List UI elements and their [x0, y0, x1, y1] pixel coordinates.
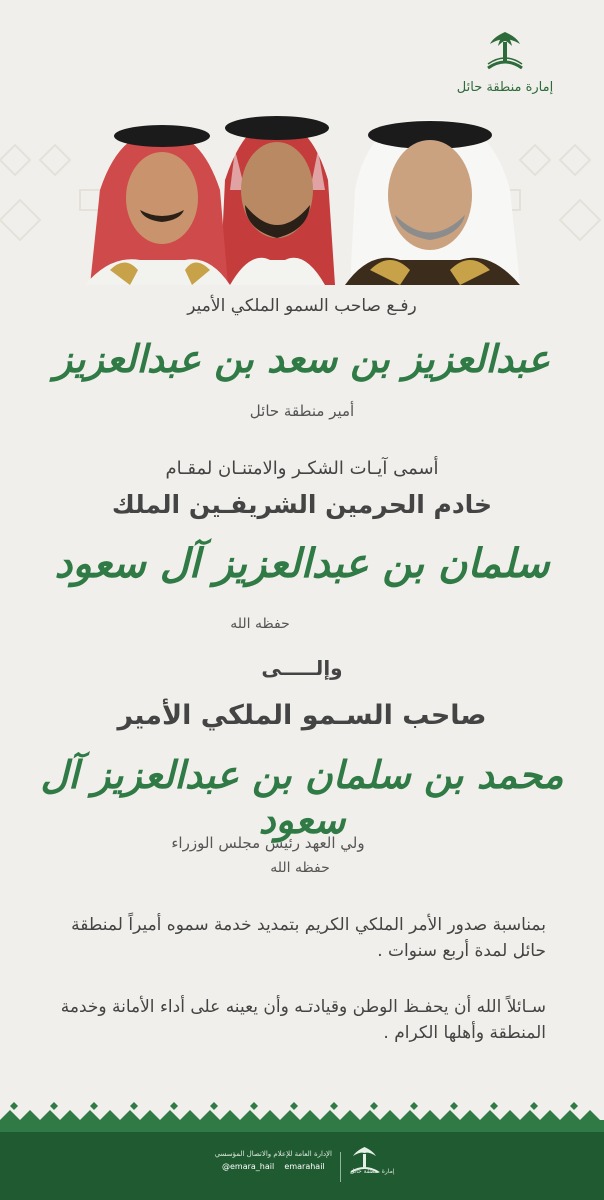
crown-prince-title: ولي العهد رئيس مجلس الوزراء	[171, 834, 365, 852]
x-handle[interactable]: @emara_hail	[222, 1162, 275, 1171]
crown-prince-blessing: حفظه الله	[270, 860, 330, 876]
department-name: الإدارة العامة للإعلام والاتصال المؤسسي	[214, 1150, 332, 1158]
footer-divider	[340, 1152, 341, 1182]
thanks-line: أسمى آيـات الشكـر والامتنـان لمقـام	[165, 458, 439, 479]
crown-prince-name-calligraphy: محمد بن سلمان بن عبدالعزيز آل سعود	[40, 752, 564, 842]
footer-emblem-icon	[345, 1144, 385, 1188]
emirate-logo	[450, 28, 560, 95]
prayer-paragraph: سـائلاً الله أن يحفـظ الوطن وقيادتـه وأن يعينه على أداء الأمانة وخدمة المنطقة وأهلها الكرام .	[60, 997, 546, 1044]
leaders-portraits	[70, 110, 540, 285]
alt-handle[interactable]: emarahail	[284, 1162, 325, 1171]
and-to-line: وإلـــــى	[261, 656, 343, 680]
prince-title: أمير منطقة حائل	[249, 402, 355, 420]
king-portrait	[345, 120, 520, 285]
intro-line: رفـع صاحب السمو الملكي الأمير	[187, 296, 417, 316]
king-name-calligraphy: سلمان بن عبدالعزيز آل سعود	[54, 540, 550, 587]
king-title: خادم الحرمين الشريفـين الملك	[111, 490, 493, 519]
crown-prince-portrait	[220, 116, 335, 285]
prince-portrait	[85, 125, 230, 285]
footer-logo-caption: إمارة منطقة حائل	[350, 1168, 395, 1175]
logo-caption: إمارة منطقة حائل	[456, 80, 554, 95]
king-blessing: حفظه الله	[230, 616, 290, 632]
crown-prince-intro: صاحب السـمو الملكي الأمير	[117, 700, 487, 731]
footer-bar	[0, 1132, 604, 1200]
social-handles	[222, 1162, 342, 1171]
prince-name-calligraphy: عبدالعزيز بن سعد بن عبدالعزيز	[53, 336, 551, 381]
decorative-border	[0, 1098, 604, 1132]
occasion-paragraph: بمناسبة صدور الأمر الملكي الكريم بتمديد خدمة سموه أميراً لمنطقة حائل لمدة أربع سنوات .	[71, 915, 546, 962]
palm-swords-emblem-icon	[482, 28, 528, 74]
